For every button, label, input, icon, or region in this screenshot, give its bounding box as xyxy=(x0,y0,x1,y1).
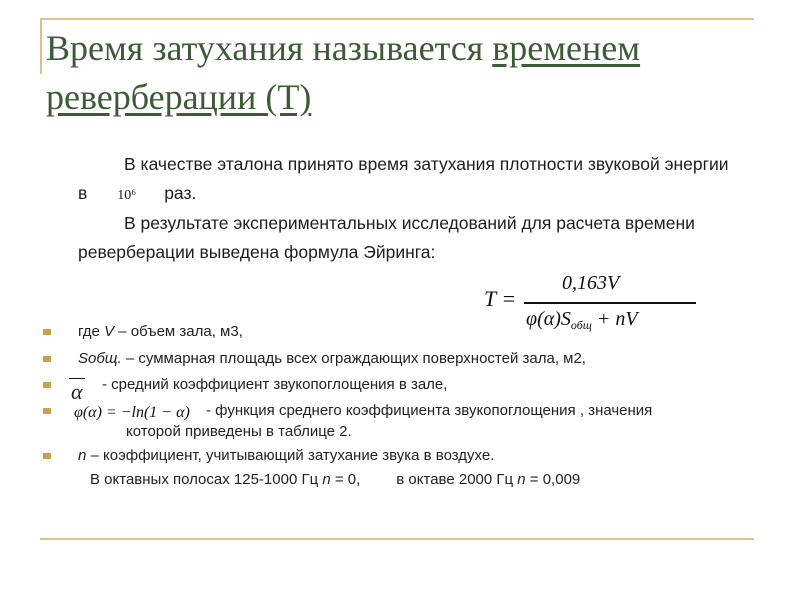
paragraph1-tail: раз. xyxy=(164,183,197,203)
fraction-bar xyxy=(524,302,696,304)
paragraph-research xyxy=(78,209,738,267)
formula-lhs: T = xyxy=(484,286,517,311)
octave-text-1: В октавных полосах 125-1000 Гц xyxy=(90,471,323,488)
phi-formula: φ(α) = −ln(1 − α) xyxy=(74,404,190,421)
item-var: n xyxy=(78,447,87,464)
octave-values xyxy=(90,470,580,490)
formula-numerator: 0,163V xyxy=(562,272,620,294)
item-lead: где xyxy=(78,323,105,340)
denominator-main: φ(α)S xyxy=(526,308,571,330)
bullet-icon xyxy=(43,408,51,414)
title-underlined: временем реверберации (Т) xyxy=(46,28,641,117)
paragraph1-text: В качестве эталона принято время затухания плотности звуковой энергии в xyxy=(78,154,729,203)
item-text: – объем зала, м3, xyxy=(114,323,243,340)
octave-value-1: = 0, xyxy=(330,471,361,488)
item-text: – суммарная площадь всех ограждающих поверхностей зала, м2, xyxy=(121,350,586,367)
bullet-icon xyxy=(43,453,51,459)
item-text: - функция среднего коэффициента звукопоглощения , значения xyxy=(206,402,653,419)
paragraph2-text: В результате экспериментальных исследований для расчета времени реверберации выведена формула Эйринга: xyxy=(78,213,695,262)
octave-text-2: в октаве 2000 Гц xyxy=(396,471,518,488)
bullet-icon xyxy=(43,356,51,362)
list-item-area xyxy=(78,349,758,369)
list-item-volume xyxy=(78,322,758,342)
frame-top-line xyxy=(40,18,754,20)
bullet-icon xyxy=(43,382,51,388)
bullet-icon xyxy=(43,329,51,335)
item-text: - средний коэффициент звукопоглощения в зале, xyxy=(102,376,448,393)
octave-value-2: = 0,009 xyxy=(525,471,581,488)
denominator-tail: + nV xyxy=(591,308,638,330)
list-item-air xyxy=(78,446,758,466)
list-item-function xyxy=(206,401,746,421)
octave-var-1: n xyxy=(322,471,331,488)
frame-bottom-line xyxy=(40,538,754,540)
slide-title xyxy=(46,24,746,122)
alpha-char: α xyxy=(71,379,83,404)
item-text: – коэффициент, учитывающий затухание звука в воздухе. xyxy=(86,447,495,464)
item-var: Sобщ. xyxy=(78,350,122,367)
denominator-sub: общ xyxy=(570,318,592,332)
list-item-absorption xyxy=(102,375,782,395)
list-item-function-tail: которой приведены в таблице 2. xyxy=(126,423,352,440)
octave-var-2: n xyxy=(517,471,526,488)
power-of-ten: 10⁶ xyxy=(117,188,137,203)
frame-left-line xyxy=(40,18,42,74)
title-plain: Время затухания называется xyxy=(46,28,493,68)
item-var: V xyxy=(104,323,115,340)
paragraph-standard xyxy=(78,150,738,210)
alpha-symbol xyxy=(67,376,89,404)
